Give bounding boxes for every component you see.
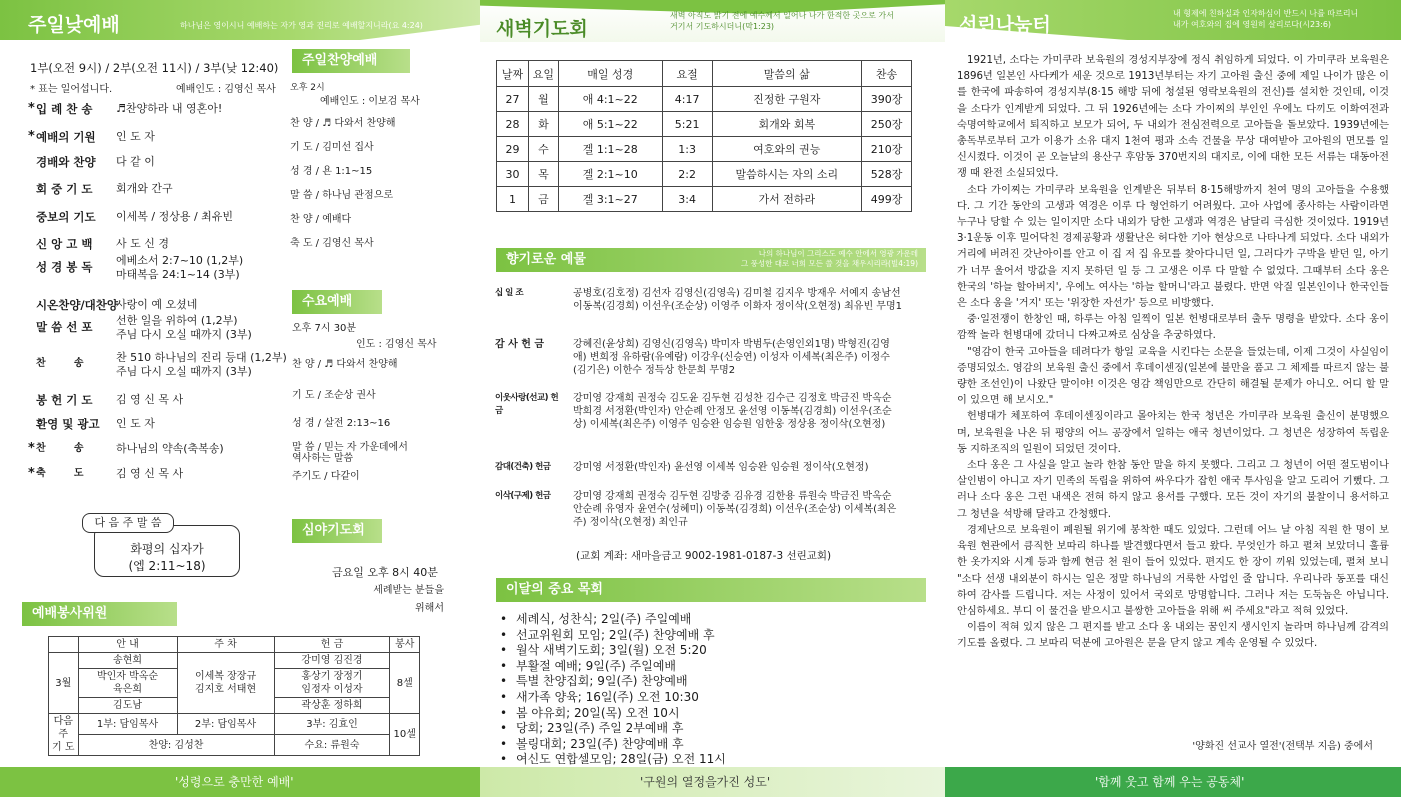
table-header: 찬송 bbox=[862, 61, 912, 87]
order-label: 찬 송 bbox=[36, 443, 83, 454]
monthly-events-title: 이달의 중요 목회 bbox=[496, 578, 926, 602]
header-verse: 하나님은 영이시니 예배하는 자가 영과 진리로 예배할지니라(요 4:24) bbox=[180, 21, 423, 30]
table-row bbox=[49, 735, 420, 756]
order-label: 신 앙 고 백 bbox=[36, 237, 93, 251]
order-value: 회개와 간구 bbox=[116, 182, 173, 195]
table-row bbox=[497, 87, 912, 112]
table-cell: 겔 1:1~28 bbox=[558, 137, 662, 162]
monthly-events-list bbox=[500, 612, 726, 768]
order-value: 김 영 신 목 사 bbox=[116, 467, 184, 480]
offering-names: 강미영 강재희 권정숙 김도윤 김두현 김성찬 김수근 김정호 박금진 박옥순 박희경 서정환(박인자) 안순례 안정모 윤선영 이동복(김경희) 이선우(조순상) 이세복(최은주) 이영주 임승완 임승원 임한웅 정상용 정이삭(오현정) bbox=[573, 393, 892, 430]
event-item: • 봄 야유회; 20일(목) 오전 10시 bbox=[500, 706, 726, 722]
table-cell: 화 bbox=[528, 112, 558, 137]
bank-account: (교회 계좌: 새마을금고 9002-1981-0187-3 선린교회) bbox=[576, 550, 832, 562]
order-mark: * bbox=[28, 466, 35, 481]
order-value: 하나님의 약속(축복송) bbox=[116, 442, 224, 455]
offering-names: 공병호(김호정) 김선자 김영신(김영옥) 김미철 김지우 방재우 서예지 송남선 이동복(김경희) 이선우(조순상) 이영주 이화자 정이삭(오현정) 최유빈 무명1 bbox=[573, 288, 902, 312]
table-row bbox=[49, 653, 420, 669]
praise-worship-section bbox=[292, 49, 467, 569]
story-paragraph: 헌병대가 체포하여 후데이센징이라고 몰아치는 한국 청년은 가미쿠라 보육원 출신이 분명했으며, 보육원을 나온 뒤 평양의 어느 공장에서 일하는 애국 청년이었다. 그 청년은 성장하여 독립운동 지하조직의 일원이 되었던 것이다. bbox=[957, 411, 1389, 455]
order-label: 봉 헌 기 도 bbox=[36, 393, 93, 407]
table-cell: 찬양: 김성찬 bbox=[78, 735, 274, 756]
story-paragraph: 중·일전쟁이 한창인 때, 하루는 아침 일찍이 일본 헌병대로부터 출두 명령을 받았다. 소다 옹이 깜짝 놀라 헌병대에 갔더니 다짜고짜로 심상을 추궁하였다. bbox=[957, 314, 1389, 342]
order-mark: * bbox=[28, 129, 35, 144]
table-cell: 27 bbox=[497, 87, 529, 112]
worship-leader: 예배인도 : 김영신 목사 bbox=[176, 84, 276, 95]
month-cell: 3월 bbox=[49, 653, 79, 714]
header-verse: 내 형제에 친하실과 인자하심이 반드시 나를 따르리니 내가 여호와의 집에 영원히 살리로다(시23:6) bbox=[1173, 9, 1359, 29]
story-paragraph: 1921년, 소다는 가미쿠라 보육원의 경성지부장에 정식 취임하게 되었다. 이 가미쿠라 보육원은 1896년 일본인 사다케가 세운 것으로 1913년부터는 자기 고아원 출신 중에 제일 나이가 많은 이를 한국에 파송하여 경성지부(8·15 해방 뒤에 청설된 영락보육원의 전신)를 설치한 것인데, 이것을 소다가 인계받게 되었다. 그 뒤 1926년에는 소다 가이찌의 부인인 우에노 다끼도 이화여전과 숙명여학교에서 퇴직하고 보모가 되어, 두 내외가 전심전력으로 고아들을 돌보았다. 1939년에는 총독부로부터 고가 이용가 소유 대지 1천여 평과 소속 건물을 무상 대여받아 고아원의 면모를 일신시켰다. 이것이 곧 오늘날의 용산구 후암동 370번지의 대지로, 이에 대한 모든 서류는 대동아전쟁 때 완전 소실되었다. bbox=[957, 55, 1389, 180]
order-label: 찬 송 bbox=[36, 358, 83, 369]
order-value: 이세복 / 정상용 / 최유빈 bbox=[116, 210, 234, 223]
praise-leader: 예배인도 : 이보검 목사 bbox=[320, 96, 420, 107]
table-header: 매일 성경 bbox=[558, 61, 662, 87]
table-cell: 월 bbox=[528, 87, 558, 112]
table-cell: 29 bbox=[497, 137, 529, 162]
praise-item: 찬 양 / ♬ 다와서 찬양해 bbox=[290, 118, 396, 129]
praise-title: 주일찬양예배 bbox=[292, 49, 410, 73]
table-cell: 3:4 bbox=[662, 187, 712, 212]
wed-item: 찬 양 / ♬ 다와서 찬양해 bbox=[292, 359, 398, 370]
night-line: 위해서 bbox=[415, 603, 444, 614]
order-mark: * bbox=[28, 441, 35, 456]
offering-label: 감 사 헌 금 bbox=[495, 339, 545, 350]
table-cell: 애 5:1~22 bbox=[558, 112, 662, 137]
table-row bbox=[497, 61, 912, 87]
table-row bbox=[497, 187, 912, 212]
offering-label: 감대(건축) 헌금 bbox=[495, 462, 551, 472]
wed-title: 수요예배 bbox=[292, 290, 382, 314]
table-cell: 수 bbox=[528, 137, 558, 162]
table-header: 요일 bbox=[528, 61, 558, 87]
table-cell: 목 bbox=[528, 162, 558, 187]
table-cell: 겔 3:1~27 bbox=[558, 187, 662, 212]
table-cell: 2부: 담임목사 bbox=[177, 714, 274, 735]
event-item: • 여신도 연합셀모임; 28일(금) 오전 11시 bbox=[500, 752, 726, 768]
dawn-prayer-column bbox=[480, 0, 945, 797]
next-sermon-label: 다 음 주 말 씀 bbox=[82, 513, 174, 533]
table-cell: 3부: 김효인 bbox=[274, 714, 390, 735]
table-row bbox=[49, 714, 420, 735]
order-value: 다 같 이 bbox=[116, 155, 155, 168]
story-paragraph: 소다 가이찌는 가미쿠라 보육원을 인계받은 뒤부터 8·15해방까지 천여 명의 고아들을 수용했다. 그 기간 동안의 고생과 역경은 이루 다 형언하기 어려웠다. 고아 사업에 종사하는 사람이라면 누구나 당할 수 있는 일이지만 소다 내외가 당한 고생과 역경은 남달리 극심한 것이었다. 1919년 3·1운동 이후 밀어닥친 경제공황과 생활난은 허다한 기아 현상으로 나타나게 되었다. 소다 내외가 거리에 버려진 갓난아이를 안고 이 집 저 집 유모를 찾아다니던 일, 그러다가 구박을 받던 일, 아기가 너무 울어서 방값을 지지 못하던 일 등 그 고생은 이루 다 말할 수 없었다. 그때부터 소다 옹은 한국의 '하늘 할아버지', 우에노 여사는 '하늘 할머니'라고 불렸다. 반면 악질 일본인이나 한국인들은 소다 옹을 '거지' 또는 '위장한 자선가' 등으로 비방했다. bbox=[957, 184, 1389, 310]
wed-item: 기 도 / 조순상 권사 bbox=[292, 390, 376, 401]
table-cell: 499장 bbox=[862, 187, 912, 212]
next-sermon-box bbox=[82, 513, 240, 578]
order-value: 찬 510 하나님의 진리 등대 (1,2부) 주님 다시 오실 때까지 (3부) bbox=[116, 351, 287, 378]
story-paragraph: 이름이 적혀 있지 않은 그 편지를 받고 소다 옹 내외는 꿈인지 생시인지 놀라며 하나님께 감격의 기도를 올렸다. 그 보따리 덕분에 고아원은 문을 닫지 않고 계속 운영될 수 있었다. bbox=[957, 622, 1389, 650]
offering-label: 이웃사랑(선교) 헌금 bbox=[495, 393, 559, 416]
order-label: 말 씀 선 포 bbox=[36, 320, 93, 334]
table-cell: 송현희 bbox=[78, 653, 177, 669]
event-item: • 부활절 예배; 9일(주) 주일예배 bbox=[500, 659, 726, 675]
table-header: 말씀의 삶 bbox=[712, 61, 862, 87]
order-label: 회 중 기 도 bbox=[36, 182, 93, 196]
order-label: 예배의 기원 bbox=[36, 130, 96, 144]
table-row bbox=[497, 162, 912, 187]
story-paragraph: "영감이 한국 고아들을 데려다가 항일 교육을 시킨다는 소문을 들었는데, 이제 그것이 사실임이 증명되었소. 영감의 보육원 출신 중에서 후데이센징(일본에 불만을 품고 그 체제를 따르지 않는 불량한 조선인)이 나왔단 말이야! 이것은 영감 책임만으로 간단히 해결될 문제가 아니오. 어디 할 말이 있으면 해 보시오." bbox=[957, 346, 1389, 407]
table-cell: 5:21 bbox=[662, 112, 712, 137]
header-verse: 새벽 아직도 밝기 전에 예수께서 일어나 나가 한적한 곳으로 가서 거기서 기도하시더니(막1:23) bbox=[670, 11, 894, 31]
table-cell: 다음주 기 도 bbox=[49, 714, 79, 756]
wed-item: 주기도 / 다같이 bbox=[292, 471, 360, 482]
offering-label: 십 일 조 bbox=[495, 288, 524, 298]
event-item: • 선교위원회 모임; 2일(주) 찬양예배 후 bbox=[500, 628, 726, 644]
table-cell: 회개와 회복 bbox=[712, 112, 862, 137]
footer-motto: '구원의 열정을가진 성도' bbox=[480, 767, 945, 797]
table-cell: 30 bbox=[497, 162, 529, 187]
offering-names: 강미영 강재희 권정숙 김두현 김방중 김유경 김한용 류원숙 박금진 박옥순 안순례 유영자 윤연수(성혜미) 이동복(김경희) 이선우(조순상) 이세복(최은주) 정이삭(오현정) 최인규 bbox=[573, 491, 897, 528]
story-paragraph: 소다 옹은 그 사실을 알고 놀라 한참 동안 말을 하지 못했다. 그리고 그 청년이 어떤 절도범이나 살인범이 아니고 자기 민족의 독립을 위하여 싸우다가 잡힌 애국 투사임을 알고 도리어 기뻤다. 그러나 소다 옹은 그런 내색은 전혀 하지 않고 용서를 구했다. 모든 것이 자기의 불찰이니 용서하고 그 청년을 석방해 달라고 간청했다. bbox=[957, 460, 1389, 520]
footer-motto: '성령으로 충만한 예배' bbox=[0, 767, 480, 797]
table-header: 봉사 bbox=[390, 637, 420, 653]
order-label: 경배와 찬양 bbox=[36, 155, 96, 169]
table-cell: 390장 bbox=[862, 87, 912, 112]
order-label: 시온찬양/대찬양 bbox=[36, 298, 118, 312]
event-item: • 세례식, 성찬식; 2일(주) 주일예배 bbox=[500, 612, 726, 628]
table-row bbox=[497, 112, 912, 137]
order-label: 환영 및 광고 bbox=[36, 417, 100, 431]
table-cell: 4:17 bbox=[662, 87, 712, 112]
night-line: 세례받는 분들을 bbox=[373, 585, 444, 596]
table-cell: 진정한 구원자 bbox=[712, 87, 862, 112]
dawn-prayer-title: 새벽기도회 bbox=[496, 18, 588, 40]
order-label: 축 도 bbox=[36, 468, 83, 479]
wed-item: 말 씀 / 믿는 자 가운데에서 역사하는 말씀 bbox=[292, 442, 408, 464]
table-cell: 1부: 담임목사 bbox=[78, 714, 177, 735]
table-header: 날짜 bbox=[497, 61, 529, 87]
table-header: 주 차 bbox=[177, 637, 274, 653]
table-cell: 애 4:1~22 bbox=[558, 87, 662, 112]
service-times: 1부(오전 9시) / 2부(오전 11시) / 3부(낮 12:40) bbox=[30, 61, 279, 75]
order-value: 인 도 자 bbox=[116, 417, 155, 430]
story-source: '양화진 선교사 열전'(전택부 지음) 중에서 bbox=[1192, 741, 1373, 752]
sunday-worship-title: 주일낮예배 bbox=[28, 14, 120, 36]
table-cell: 금 bbox=[528, 187, 558, 212]
order-value: ♬찬양하라 내 영혼아! bbox=[116, 102, 223, 115]
standup-note: * 표는 일어섭니다. bbox=[30, 84, 113, 95]
table-cell: 28 bbox=[497, 112, 529, 137]
sharing-column bbox=[945, 0, 1401, 797]
story-paragraph: 경제난으로 보육원이 폐원될 위기에 봉착한 때도 있었다. 그런데 어느 날 아침 직원 한 명이 보육원 현관에서 큼직한 보따리 하나를 발견했다면서 들고 왔다. 무엇인가 하고 펼쳐 보았더니 훌륭한 옷가지와 시계 등과 함께 현금 천 원이 들어 있었다. 편지도 한 장이 끼워 있었는데, 펼쳐 보니 "소다 선생 내외분이 하시는 일은 정말 하나님의 거룩한 사업인 줄 압니다. 우리나라 동포를 대신하여 감사를 드립니다. 저는 사정이 있어서 국외로 망명합니다. 그러나 저는 도둑놈은 아닙니다. 안심하세요. 부디 이 물건을 받으시고 불쌍한 고아들을 위해 써 주세요"라고 적혀 있었다. bbox=[957, 524, 1389, 617]
table-cell: 곽상훈 정하희 bbox=[274, 698, 390, 714]
table-cell: 8셀 bbox=[390, 653, 420, 714]
offering-title: 향기로운 예물 bbox=[496, 248, 926, 272]
table-cell: 수요: 류원숙 bbox=[274, 735, 390, 756]
night-prayer-title: 심야기도회 bbox=[292, 519, 382, 543]
table-cell: 홍상기 장정기 임정자 이성자 bbox=[274, 669, 390, 698]
offering-verse: 나의 하나님이 그리스도 예수 안에서 영광 가운데 그 풍성한 대로 너희 모든 쓸 것을 채우시리라(빌4:19) bbox=[740, 249, 918, 268]
wed-item: 성 경 / 살전 2:13~16 bbox=[292, 418, 391, 429]
order-label: 성 경 봉 독 bbox=[36, 260, 93, 274]
table-cell: 가서 전하라 bbox=[712, 187, 862, 212]
offering-names: 강미영 서정환(박인자) 윤선영 이세복 임승완 임승원 정이삭(오현정) bbox=[573, 462, 869, 473]
order-value: 인 도 자 bbox=[116, 130, 155, 143]
praise-item: 기 도 / 김미선 집사 bbox=[290, 142, 374, 153]
night-time: 금요일 오후 8시 40분 bbox=[332, 566, 438, 579]
offering-names: 강혜진(윤상희) 김영신(김영옥) 박미자 박범두(손영인외1명) 박형진(김영애) 변희정 유하람(유예람) 이강우(신승연) 이성자 이세복(최은주) 이정수(김기은) 이한수 정득상 한문희 무명2 bbox=[573, 339, 890, 376]
praise-item: 축 도 / 김영신 목사 bbox=[290, 238, 374, 249]
dawn-schedule-table bbox=[496, 60, 912, 212]
wed-time: 오후 7시 30분 bbox=[292, 323, 357, 334]
sharing-title: 선린나눔터 bbox=[959, 14, 1051, 36]
event-item: • 당회; 23일(주) 주일 2부예배 후 bbox=[500, 721, 726, 737]
footer-motto: '함께 웃고 함께 우는 공동체' bbox=[945, 767, 1401, 797]
table-cell: 이세복 장장규 김지호 서태현 bbox=[177, 653, 274, 714]
table-cell: 1 bbox=[497, 187, 529, 212]
table-cell: 겔 2:1~10 bbox=[558, 162, 662, 187]
table-cell: 강미영 김진경 bbox=[274, 653, 390, 669]
order-label: 중보의 기도 bbox=[36, 210, 96, 224]
event-item: • 특별 찬양집회; 9일(주) 찬양예배 bbox=[500, 674, 726, 690]
praise-time: 오후 2시 bbox=[290, 83, 325, 93]
order-value: 김 영 신 목 사 bbox=[116, 393, 184, 406]
table-cell: 10셀 bbox=[390, 714, 420, 756]
offering-label: 이삭(구제) 헌금 bbox=[495, 491, 551, 501]
praise-item: 성 경 / 욘 1:1~15 bbox=[290, 166, 373, 177]
wed-leader: 인도 : 김영신 목사 bbox=[356, 339, 437, 350]
event-item: • 월삭 새벽기도회; 3일(월) 오전 5:20 bbox=[500, 643, 726, 659]
order-value: 사 도 신 경 bbox=[116, 237, 169, 250]
order-value: 에베소서 2:7~10 (1,2부) 마태복음 24:1~14 (3부) bbox=[116, 254, 244, 281]
table-cell: 528장 bbox=[862, 162, 912, 187]
table-cell: 2:2 bbox=[662, 162, 712, 187]
table-cell: 여호와의 권능 bbox=[712, 137, 862, 162]
praise-item: 말 씀 / 하나님 관점으로 bbox=[290, 190, 394, 201]
event-item: • 볼링대회; 23일(주) 찬양예배 후 bbox=[500, 737, 726, 753]
table-header: 요절 bbox=[662, 61, 712, 87]
table-row bbox=[49, 637, 420, 653]
table-row bbox=[497, 137, 912, 162]
order-value: 선한 일을 위하여 (1,2부) 주님 다시 오실 때까지 (3부) bbox=[116, 314, 252, 341]
next-sermon-title: 화평의 십자가 bbox=[130, 542, 204, 556]
table-cell: 1:3 bbox=[662, 137, 712, 162]
service-committee-title: 예배봉사위원 bbox=[22, 602, 177, 626]
story-text bbox=[957, 53, 1389, 653]
table-cell: 김도남 bbox=[78, 698, 177, 714]
table-header: 헌 금 bbox=[274, 637, 390, 653]
table-cell: 말씀하시는 자의 소리 bbox=[712, 162, 862, 187]
order-label: 입 례 찬 송 bbox=[36, 102, 93, 116]
table-cell: 210장 bbox=[862, 137, 912, 162]
table-cell: 250장 bbox=[862, 112, 912, 137]
order-mark: * bbox=[28, 101, 35, 116]
praise-item: 찬 양 / 예배다 bbox=[290, 214, 352, 225]
service-committee-table bbox=[48, 636, 420, 756]
next-sermon-ref: (엡 2:11~18) bbox=[128, 559, 206, 573]
table-header: 안 내 bbox=[78, 637, 177, 653]
event-item: • 새가족 양육; 16일(주) 오전 10:30 bbox=[500, 690, 726, 706]
table-cell: 박인자 박옥순 육은희 bbox=[78, 669, 177, 698]
order-value: 사랑이 예 오셨네 bbox=[116, 298, 198, 311]
